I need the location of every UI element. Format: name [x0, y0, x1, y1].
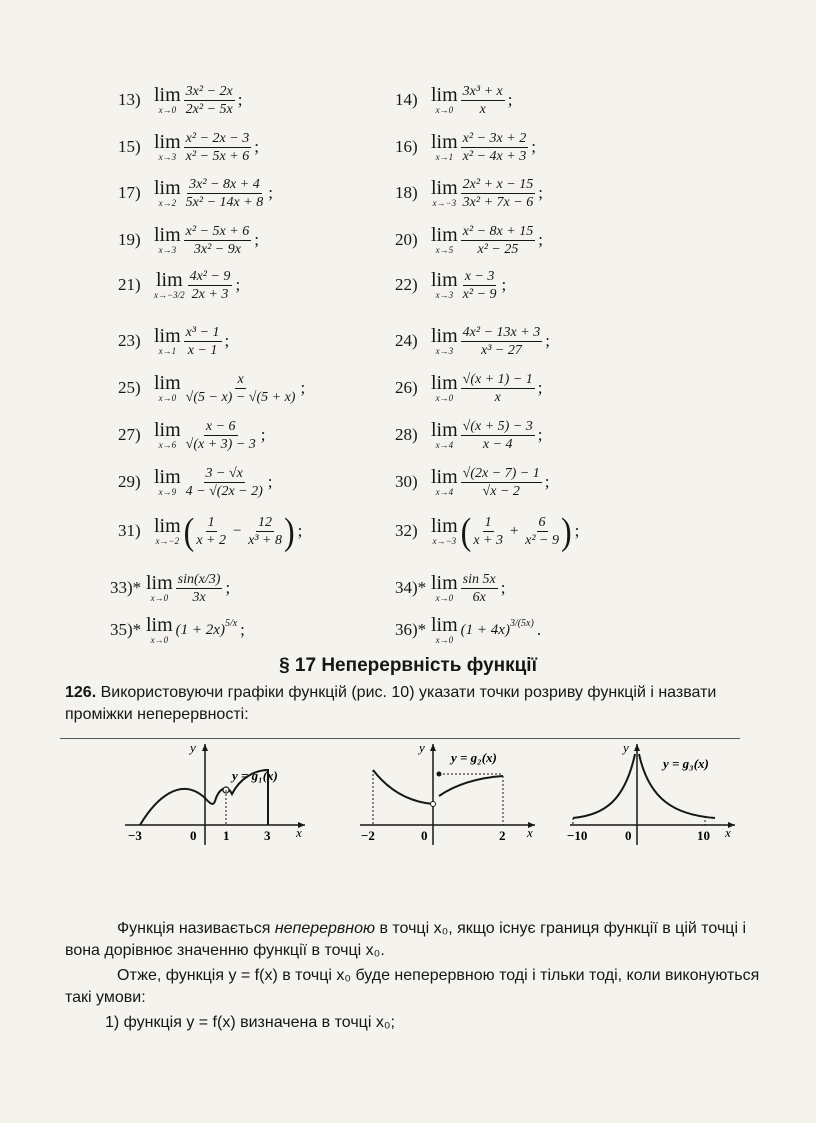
g3-x-label: x — [725, 825, 731, 840]
exercise-16: 16) lim x→1 $\frac{\text{x² − 3x + 2}}{\text{x² − 4x + 3}}$ ; — [395, 130, 536, 164]
g1-tick-0: 0 — [190, 828, 197, 843]
g3-left-branch — [573, 754, 635, 818]
g2-label: y = g₂(x) — [451, 750, 497, 765]
g3-tick-neg10: −10 — [567, 828, 588, 843]
task-126 — [65, 682, 755, 726]
exercise-21: 21) lim x→−3/2 $\frac{\text{4x² − 9}}{2x + 3}$ ; — [118, 268, 241, 302]
conditions-intro: Отже, функція y = f(x) в точці x₀ буде неперервною тоді і тільки тоді, коли виконуються такі умови: — [65, 967, 760, 1006]
g1-y-label: y — [190, 740, 196, 755]
g3-y-label: y — [623, 740, 629, 755]
exercise-28: 28) lim x→4 $\frac{√(x + 5) - 3}{x - 4}$ ; — [395, 418, 543, 452]
g3-tick-0: 0 — [625, 828, 632, 843]
g2-hollow-point — [431, 802, 436, 807]
figure-top-rule — [60, 738, 740, 739]
exercise-35: 35)* lim x→0 (1 + 2x) $^{5/x}$ ; — [110, 614, 245, 645]
exercise-24: 24) lim x→3 $\frac{\text{4x² − 13x + 3}}{\text{x³ − 27}}$ ; — [395, 324, 550, 358]
graph-g3 — [565, 740, 745, 850]
exercise-13: 13) lim x→0 $\frac{\text{3x² − 2x}}{\text{2x² − 5x}}$ ; — [118, 83, 243, 117]
g2-tick-neg2: −2 — [361, 828, 375, 843]
exercise-18: 18) lim x→−3 $\frac{\text{2x² + x − 15}}{\text{3x² + 7x − 6}}$ ; — [395, 176, 543, 210]
g2-y-label: y — [419, 740, 425, 755]
g1-label: y = g₁(x) — [232, 768, 278, 783]
definition-paragraph: Функція називається неперервною в точці x₀, якщо існує границя функції в цій точці і вона дорівнює значенню функції в точці x₀. — [65, 920, 747, 959]
g2-left-branch — [373, 770, 433, 804]
exercise-20: 20) lim x→5 $\frac{\text{x² − 8x + 15}}{\text{x² − 25}}$ ; — [395, 223, 543, 257]
exercise-30: 30) lim x→4 $\frac{√(2x - 7) - 1}{√x - 2}$ ; — [395, 465, 550, 499]
g2-right-branch — [439, 776, 503, 796]
exercise-14: 14) lim x→0 $\frac{\text{3x³ + x}}{x}$ ; — [395, 83, 513, 117]
exercise-29: 29) lim x→9 $\frac{3 - √x}{4 - √(2x - 2)}$ ; — [118, 465, 273, 499]
exercise-19: 19) lim x→3 $\frac{\text{x² − 5x + 6}}{\text{3x² − 9x}}$ ; — [118, 223, 259, 257]
exercise-31: 31) lim x→−2 ( $\frac{1}{x + 2}$ − $\frac{12}{\text{x³ + 8}}$ ) ; — [118, 509, 303, 553]
g3-tick-10: 10 — [697, 828, 710, 843]
condition-1: 1) функція y = f(x) визначена в точці x₀; — [105, 1014, 395, 1031]
g3-label: y = g₃(x) — [663, 756, 709, 771]
g2-tick-2: 2 — [499, 828, 506, 843]
g1-tick-1: 1 — [223, 828, 230, 843]
exercise-32: 32) lim x→−3 ( $\frac{1}{x + 3}$ + $\frac{6}{\text{x² − 9}}$ ) ; — [395, 509, 580, 553]
task-text: Використовуючи графіки функцій (рис. 10) указати точки розриву функцій і назвати проміжки неперервності: — [65, 684, 717, 723]
exercise-23: 23) lim x→1 $\frac{\text{x³ − 1}}{x - 1}$ ; — [118, 324, 230, 358]
graph-g1 — [120, 740, 310, 850]
exercise-15: 15) lim x→3 $\frac{\text{x² − 2x − 3}}{\text{x² − 5x + 6}}$ ; — [118, 130, 259, 164]
exercise-27: 27) lim x→6 $\frac{x - 6}{√(x + 3) - 3}$ ; — [118, 418, 266, 452]
g1-tick-neg3: −3 — [128, 828, 142, 843]
g1-tick-3: 3 — [264, 828, 271, 843]
exercise-34: 34)* lim x→0 $\frac{\sin 5x}{6x}$ ; — [395, 571, 506, 605]
task-number: 126. — [65, 684, 97, 701]
section-title: § 17 Неперервність функції — [279, 655, 537, 676]
exercise-36: 36)* lim x→0 (1 + 4x) $^{3/(5x)}$ . — [395, 614, 542, 645]
g1-x-label: x — [296, 825, 302, 840]
g2-tick-0: 0 — [421, 828, 428, 843]
exercise-26: 26) lim x→0 $\frac{√(x + 1) - 1}{x}$ ; — [395, 371, 543, 405]
graph-g2 — [355, 740, 545, 850]
exercise-17: 17) lim x→2 $\frac{\text{3x² − 8x + 4}}{\text{5x² − 14x + 8}}$ ; — [118, 176, 273, 210]
exercise-33: 33)* lim x→0 $\frac{\sin(x/3)}{3x}$ ; — [110, 571, 231, 605]
exercise-25: 25) lim x→0 $\frac{x}{√(5 - x) - √(5 + x)}$ ; — [118, 371, 306, 405]
g2-x-label: x — [527, 825, 533, 840]
exercise-22: 22) lim x→3 $\frac{x - 3}{\text{x² − 9}}$ ; — [395, 268, 507, 302]
